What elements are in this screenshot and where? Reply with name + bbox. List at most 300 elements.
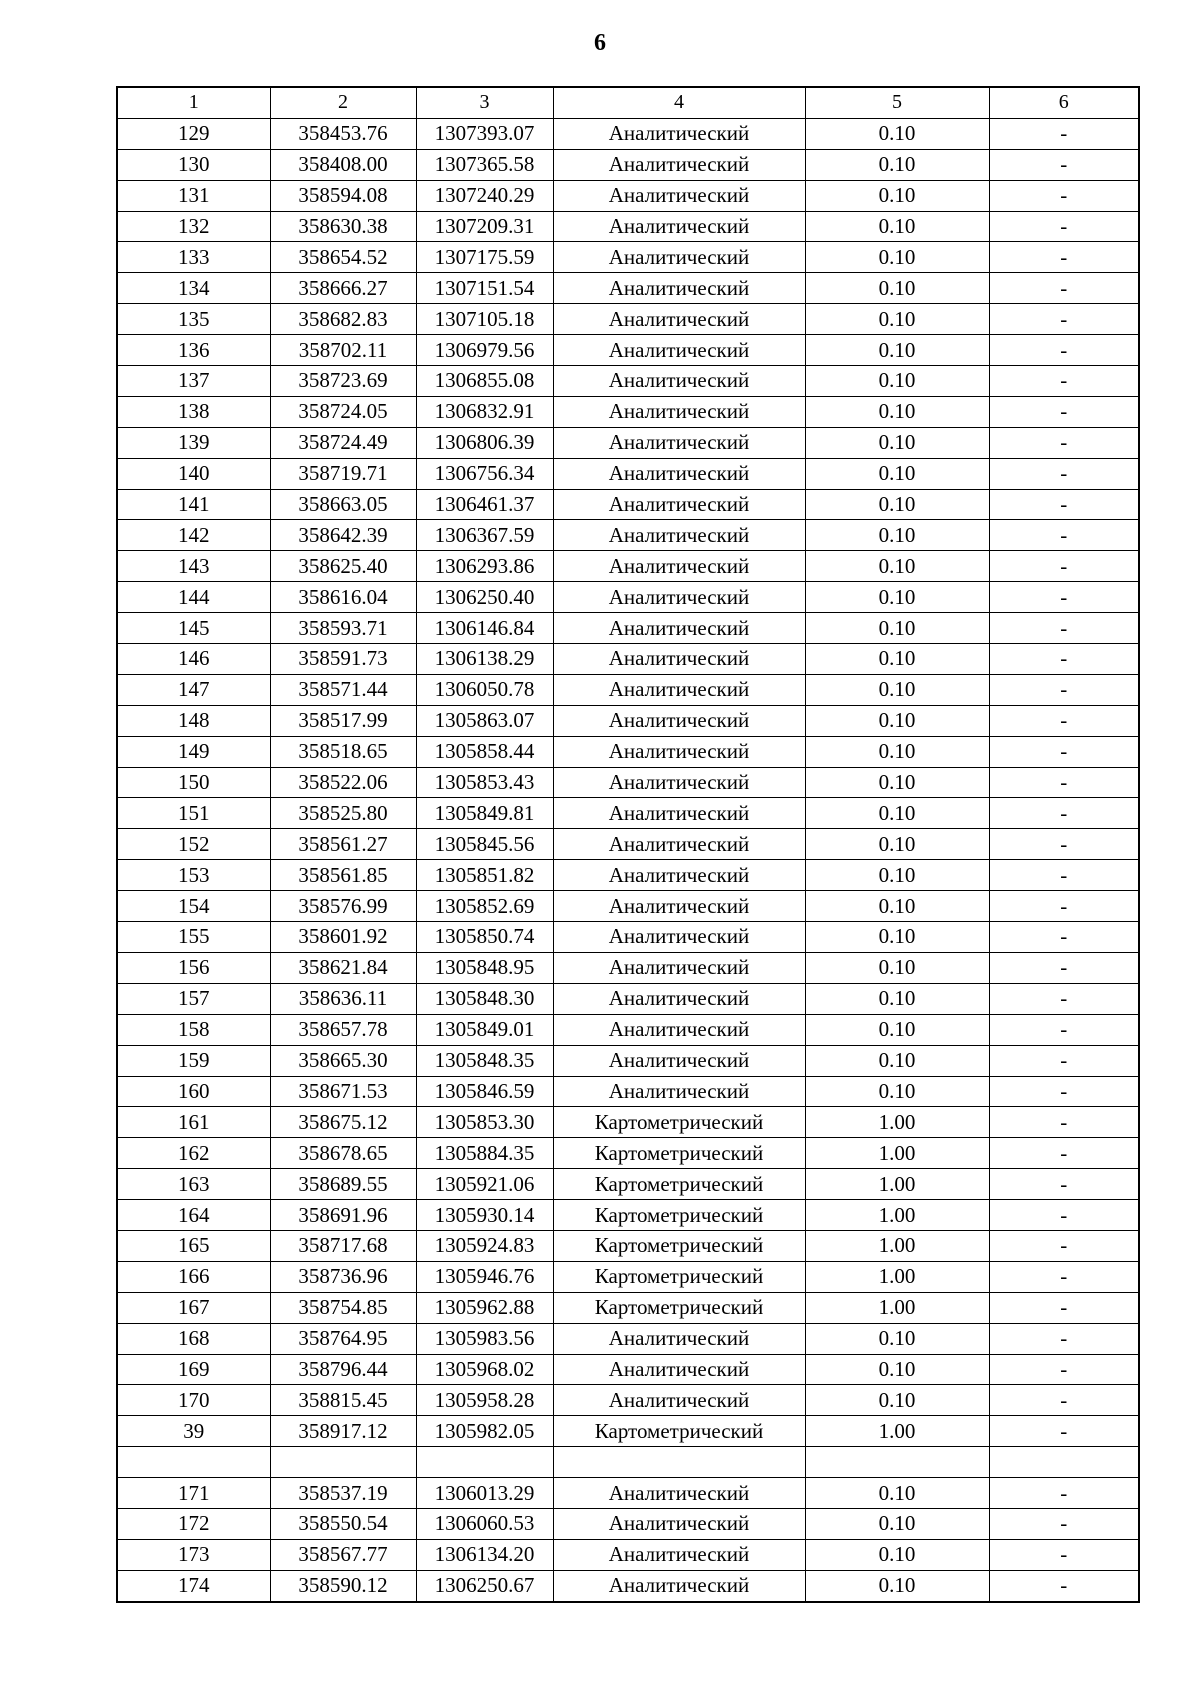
x-coordinate-cell: 358675.12 [270,1107,416,1138]
accuracy-cell: 0.10 [805,304,989,335]
header-cell-4: 4 [553,87,805,118]
table-row [117,1447,1139,1478]
accuracy-cell: 0.10 [805,736,989,767]
method-cell: Аналитический [553,458,805,489]
method-cell: Аналитический [553,767,805,798]
method-cell: Аналитический [553,644,805,675]
y-coordinate-cell: 1305930.14 [416,1200,553,1231]
x-coordinate-cell: 358571.44 [270,674,416,705]
point-number-cell: 170 [117,1385,270,1416]
accuracy-cell: 0.10 [805,582,989,613]
point-number-cell: 138 [117,396,270,427]
method-cell: Аналитический [553,860,805,891]
y-coordinate-cell: 1305851.82 [416,860,553,891]
y-coordinate-cell: 1306146.84 [416,613,553,644]
header-cell-5: 5 [805,87,989,118]
note-cell: - [989,1570,1139,1601]
y-coordinate-cell: 1305853.43 [416,767,553,798]
table-row [117,860,1139,891]
table-row [117,1416,1139,1447]
point-number-cell: 161 [117,1107,270,1138]
accuracy-cell: 0.10 [805,149,989,180]
x-coordinate-cell: 358453.76 [270,118,416,149]
accuracy-cell: 0.10 [805,1478,989,1509]
accuracy-cell: 1.00 [805,1138,989,1169]
point-number-cell: 148 [117,705,270,736]
point-number-cell: 172 [117,1508,270,1539]
table-row [117,736,1139,767]
accuracy-cell: 0.10 [805,1323,989,1354]
x-coordinate-cell: 358736.96 [270,1261,416,1292]
note-cell: - [989,458,1139,489]
accuracy-cell: 0.10 [805,1076,989,1107]
point-number-cell: 136 [117,335,270,366]
method-cell: Аналитический [553,211,805,242]
x-coordinate-cell: 358724.05 [270,396,416,427]
note-cell [989,1447,1139,1478]
y-coordinate-cell: 1305850.74 [416,922,553,953]
accuracy-cell: 0.10 [805,427,989,458]
table-row [117,705,1139,736]
point-number-cell: 142 [117,520,270,551]
table-header [117,87,1139,118]
x-coordinate-cell: 358764.95 [270,1323,416,1354]
table-row [117,1014,1139,1045]
x-coordinate-cell: 358815.45 [270,1385,416,1416]
x-coordinate-cell: 358594.08 [270,180,416,211]
accuracy-cell: 1.00 [805,1416,989,1447]
y-coordinate-cell: 1305863.07 [416,705,553,736]
table-row [117,149,1139,180]
point-number-cell: 158 [117,1014,270,1045]
point-number-cell: 149 [117,736,270,767]
note-cell: - [989,396,1139,427]
point-number-cell: 171 [117,1478,270,1509]
y-coordinate-cell: 1305968.02 [416,1354,553,1385]
x-coordinate-cell: 358522.06 [270,767,416,798]
method-cell: Аналитический [553,1076,805,1107]
y-coordinate-cell: 1306756.34 [416,458,553,489]
note-cell: - [989,644,1139,675]
y-coordinate-cell: 1306855.08 [416,366,553,397]
accuracy-cell: 1.00 [805,1107,989,1138]
point-number-cell: 164 [117,1200,270,1231]
table-row [117,1508,1139,1539]
accuracy-cell: 0.10 [805,396,989,427]
point-number-cell [117,1447,270,1478]
method-cell: Картометрический [553,1169,805,1200]
method-cell: Картометрический [553,1200,805,1231]
method-cell: Аналитический [553,1014,805,1045]
x-coordinate-cell: 358537.19 [270,1478,416,1509]
accuracy-cell: 0.10 [805,922,989,953]
y-coordinate-cell: 1306060.53 [416,1508,553,1539]
method-cell: Аналитический [553,829,805,860]
point-number-cell: 168 [117,1323,270,1354]
note-cell: - [989,489,1139,520]
accuracy-cell: 0.10 [805,211,989,242]
method-cell: Аналитический [553,1323,805,1354]
table-row [117,829,1139,860]
method-cell: Аналитический [553,613,805,644]
note-cell: - [989,1045,1139,1076]
x-coordinate-cell: 358518.65 [270,736,416,767]
accuracy-cell: 0.10 [805,242,989,273]
note-cell: - [989,705,1139,736]
y-coordinate-cell: 1306979.56 [416,335,553,366]
note-cell: - [989,922,1139,953]
y-coordinate-cell: 1307105.18 [416,304,553,335]
point-number-cell: 173 [117,1539,270,1570]
x-coordinate-cell: 358550.54 [270,1508,416,1539]
x-coordinate-cell: 358654.52 [270,242,416,273]
accuracy-cell: 0.10 [805,891,989,922]
point-number-cell: 162 [117,1138,270,1169]
method-cell: Аналитический [553,952,805,983]
point-number-cell: 174 [117,1570,270,1601]
x-coordinate-cell: 358561.27 [270,829,416,860]
table-row [117,1261,1139,1292]
table-row [117,1045,1139,1076]
accuracy-cell: 0.10 [805,860,989,891]
accuracy-cell: 1.00 [805,1200,989,1231]
method-cell: Аналитический [553,118,805,149]
method-cell: Аналитический [553,149,805,180]
note-cell: - [989,767,1139,798]
point-number-cell: 135 [117,304,270,335]
point-number-cell: 144 [117,582,270,613]
table-row [117,674,1139,705]
point-number-cell: 39 [117,1416,270,1447]
accuracy-cell: 0.10 [805,798,989,829]
point-number-cell: 132 [117,211,270,242]
y-coordinate-cell: 1307209.31 [416,211,553,242]
point-number-cell: 154 [117,891,270,922]
accuracy-cell: 0.10 [805,551,989,582]
note-cell: - [989,1539,1139,1570]
note-cell: - [989,798,1139,829]
y-coordinate-cell: 1307240.29 [416,180,553,211]
method-cell: Аналитический [553,335,805,366]
method-cell: Аналитический [553,1570,805,1601]
accuracy-cell: 0.10 [805,366,989,397]
y-coordinate-cell: 1306138.29 [416,644,553,675]
point-number-cell: 156 [117,952,270,983]
accuracy-cell: 0.10 [805,520,989,551]
point-number-cell: 147 [117,674,270,705]
note-cell: - [989,1416,1139,1447]
method-cell: Аналитический [553,1354,805,1385]
x-coordinate-cell: 358796.44 [270,1354,416,1385]
y-coordinate-cell: 1306134.20 [416,1539,553,1570]
note-cell: - [989,891,1139,922]
x-coordinate-cell: 358408.00 [270,149,416,180]
note-cell: - [989,613,1139,644]
point-number-cell: 131 [117,180,270,211]
y-coordinate-cell: 1306367.59 [416,520,553,551]
table-row [117,922,1139,953]
point-number-cell: 137 [117,366,270,397]
accuracy-cell: 0.10 [805,613,989,644]
method-cell: Аналитический [553,427,805,458]
accuracy-cell: 0.10 [805,705,989,736]
method-cell: Аналитический [553,674,805,705]
y-coordinate-cell: 1306013.29 [416,1478,553,1509]
y-coordinate-cell: 1306050.78 [416,674,553,705]
y-coordinate-cell: 1306461.37 [416,489,553,520]
y-coordinate-cell: 1305853.30 [416,1107,553,1138]
point-number-cell: 141 [117,489,270,520]
accuracy-cell [805,1447,989,1478]
note-cell: - [989,1014,1139,1045]
accuracy-cell: 0.10 [805,767,989,798]
point-number-cell: 151 [117,798,270,829]
table-body [117,118,1139,1601]
table-row [117,366,1139,397]
y-coordinate-cell: 1305962.88 [416,1292,553,1323]
table-row [117,118,1139,149]
table-row [117,1076,1139,1107]
accuracy-cell: 1.00 [805,1230,989,1261]
note-cell: - [989,427,1139,458]
note-cell: - [989,273,1139,304]
accuracy-cell: 0.10 [805,335,989,366]
x-coordinate-cell [270,1447,416,1478]
note-cell: - [989,149,1139,180]
accuracy-cell: 0.10 [805,1508,989,1539]
x-coordinate-cell: 358630.38 [270,211,416,242]
table-row [117,1354,1139,1385]
note-cell: - [989,520,1139,551]
y-coordinate-cell: 1305848.95 [416,952,553,983]
table-row [117,273,1139,304]
y-coordinate-cell: 1305852.69 [416,891,553,922]
accuracy-cell: 0.10 [805,1354,989,1385]
method-cell: Аналитический [553,366,805,397]
note-cell: - [989,1230,1139,1261]
x-coordinate-cell: 358642.39 [270,520,416,551]
note-cell: - [989,736,1139,767]
accuracy-cell: 0.10 [805,1570,989,1601]
accuracy-cell: 0.10 [805,489,989,520]
method-cell: Аналитический [553,489,805,520]
x-coordinate-cell: 358671.53 [270,1076,416,1107]
note-cell: - [989,1354,1139,1385]
x-coordinate-cell: 358724.49 [270,427,416,458]
table-row [117,1138,1139,1169]
x-coordinate-cell: 358590.12 [270,1570,416,1601]
y-coordinate-cell: 1305983.56 [416,1323,553,1354]
table-row [117,1385,1139,1416]
table-row [117,1539,1139,1570]
method-cell: Аналитический [553,1385,805,1416]
accuracy-cell: 0.10 [805,180,989,211]
y-coordinate-cell [416,1447,553,1478]
method-cell: Аналитический [553,180,805,211]
note-cell: - [989,1138,1139,1169]
x-coordinate-cell: 358678.65 [270,1138,416,1169]
note-cell: - [989,1076,1139,1107]
accuracy-cell: 0.10 [805,458,989,489]
x-coordinate-cell: 358591.73 [270,644,416,675]
point-number-cell: 163 [117,1169,270,1200]
point-number-cell: 166 [117,1261,270,1292]
y-coordinate-cell: 1305845.56 [416,829,553,860]
table-row [117,1478,1139,1509]
point-number-cell: 150 [117,767,270,798]
page-number: 6 [594,30,606,56]
x-coordinate-cell: 358689.55 [270,1169,416,1200]
table-row [117,551,1139,582]
table-row [117,335,1139,366]
x-coordinate-cell: 358719.71 [270,458,416,489]
accuracy-cell: 0.10 [805,1014,989,1045]
x-coordinate-cell: 358702.11 [270,335,416,366]
y-coordinate-cell: 1305849.81 [416,798,553,829]
note-cell: - [989,242,1139,273]
table-row [117,458,1139,489]
method-cell: Картометрический [553,1292,805,1323]
note-cell: - [989,674,1139,705]
method-cell: Аналитический [553,1045,805,1076]
table-row [117,242,1139,273]
note-cell: - [989,1478,1139,1509]
accuracy-cell: 0.10 [805,983,989,1014]
accuracy-cell: 0.10 [805,1385,989,1416]
x-coordinate-cell: 358754.85 [270,1292,416,1323]
table-row [117,427,1139,458]
header-cell-6: 6 [989,87,1139,118]
accuracy-cell: 1.00 [805,1169,989,1200]
table-row [117,644,1139,675]
x-coordinate-cell: 358616.04 [270,582,416,613]
accuracy-cell: 1.00 [805,1292,989,1323]
table-row [117,396,1139,427]
x-coordinate-cell: 358682.83 [270,304,416,335]
accuracy-cell: 1.00 [805,1261,989,1292]
note-cell: - [989,366,1139,397]
x-coordinate-cell: 358561.85 [270,860,416,891]
y-coordinate-cell: 1305848.30 [416,983,553,1014]
method-cell: Аналитический [553,273,805,304]
table-row [117,1200,1139,1231]
y-coordinate-cell: 1305848.35 [416,1045,553,1076]
method-cell: Аналитический [553,1508,805,1539]
x-coordinate-cell: 358567.77 [270,1539,416,1570]
y-coordinate-cell: 1305946.76 [416,1261,553,1292]
x-coordinate-cell: 358723.69 [270,366,416,397]
point-number-cell: 129 [117,118,270,149]
coordinates-table [116,86,1140,1603]
x-coordinate-cell: 358593.71 [270,613,416,644]
point-number-cell: 145 [117,613,270,644]
accuracy-cell: 0.10 [805,829,989,860]
method-cell: Аналитический [553,1539,805,1570]
table-row [117,489,1139,520]
point-number-cell: 146 [117,644,270,675]
note-cell: - [989,1200,1139,1231]
y-coordinate-cell: 1305921.06 [416,1169,553,1200]
method-cell: Аналитический [553,705,805,736]
y-coordinate-cell: 1307365.58 [416,149,553,180]
note-cell: - [989,582,1139,613]
table-row [117,520,1139,551]
method-cell: Аналитический [553,242,805,273]
y-coordinate-cell: 1306806.39 [416,427,553,458]
note-cell: - [989,983,1139,1014]
accuracy-cell: 0.10 [805,644,989,675]
method-cell: Картометрический [553,1261,805,1292]
accuracy-cell: 0.10 [805,118,989,149]
method-cell: Аналитический [553,891,805,922]
point-number-cell: 159 [117,1045,270,1076]
point-number-cell: 155 [117,922,270,953]
note-cell: - [989,1385,1139,1416]
x-coordinate-cell: 358691.96 [270,1200,416,1231]
accuracy-cell: 0.10 [805,1539,989,1570]
note-cell: - [989,952,1139,983]
note-cell: - [989,335,1139,366]
method-cell: Аналитический [553,798,805,829]
coordinates-table-container [116,86,1140,1603]
y-coordinate-cell: 1307175.59 [416,242,553,273]
y-coordinate-cell: 1305924.83 [416,1230,553,1261]
point-number-cell: 169 [117,1354,270,1385]
y-coordinate-cell: 1307151.54 [416,273,553,304]
method-cell: Аналитический [553,582,805,613]
table-row [117,798,1139,829]
point-number-cell: 139 [117,427,270,458]
table-row [117,767,1139,798]
method-cell: Аналитический [553,396,805,427]
method-cell [553,1447,805,1478]
note-cell: - [989,1107,1139,1138]
note-cell: - [989,304,1139,335]
y-coordinate-cell: 1306250.67 [416,1570,553,1601]
y-coordinate-cell: 1306250.40 [416,582,553,613]
x-coordinate-cell: 358576.99 [270,891,416,922]
x-coordinate-cell: 358601.92 [270,922,416,953]
note-cell: - [989,1169,1139,1200]
point-number-cell: 153 [117,860,270,891]
point-number-cell: 140 [117,458,270,489]
table-row [117,1323,1139,1354]
table-row [117,983,1139,1014]
method-cell: Аналитический [553,736,805,767]
table-row [117,1230,1139,1261]
note-cell: - [989,1508,1139,1539]
method-cell: Аналитический [553,983,805,1014]
x-coordinate-cell: 358666.27 [270,273,416,304]
header-cell-3: 3 [416,87,553,118]
x-coordinate-cell: 358625.40 [270,551,416,582]
header-cell-1: 1 [117,87,270,118]
x-coordinate-cell: 358717.68 [270,1230,416,1261]
point-number-cell: 134 [117,273,270,304]
note-cell: - [989,211,1139,242]
note-cell: - [989,118,1139,149]
method-cell: Аналитический [553,304,805,335]
note-cell: - [989,1292,1139,1323]
point-number-cell: 165 [117,1230,270,1261]
method-cell: Картометрический [553,1230,805,1261]
accuracy-cell: 0.10 [805,674,989,705]
method-cell: Картометрический [553,1107,805,1138]
point-number-cell: 152 [117,829,270,860]
y-coordinate-cell: 1307393.07 [416,118,553,149]
y-coordinate-cell: 1306832.91 [416,396,553,427]
y-coordinate-cell: 1306293.86 [416,551,553,582]
